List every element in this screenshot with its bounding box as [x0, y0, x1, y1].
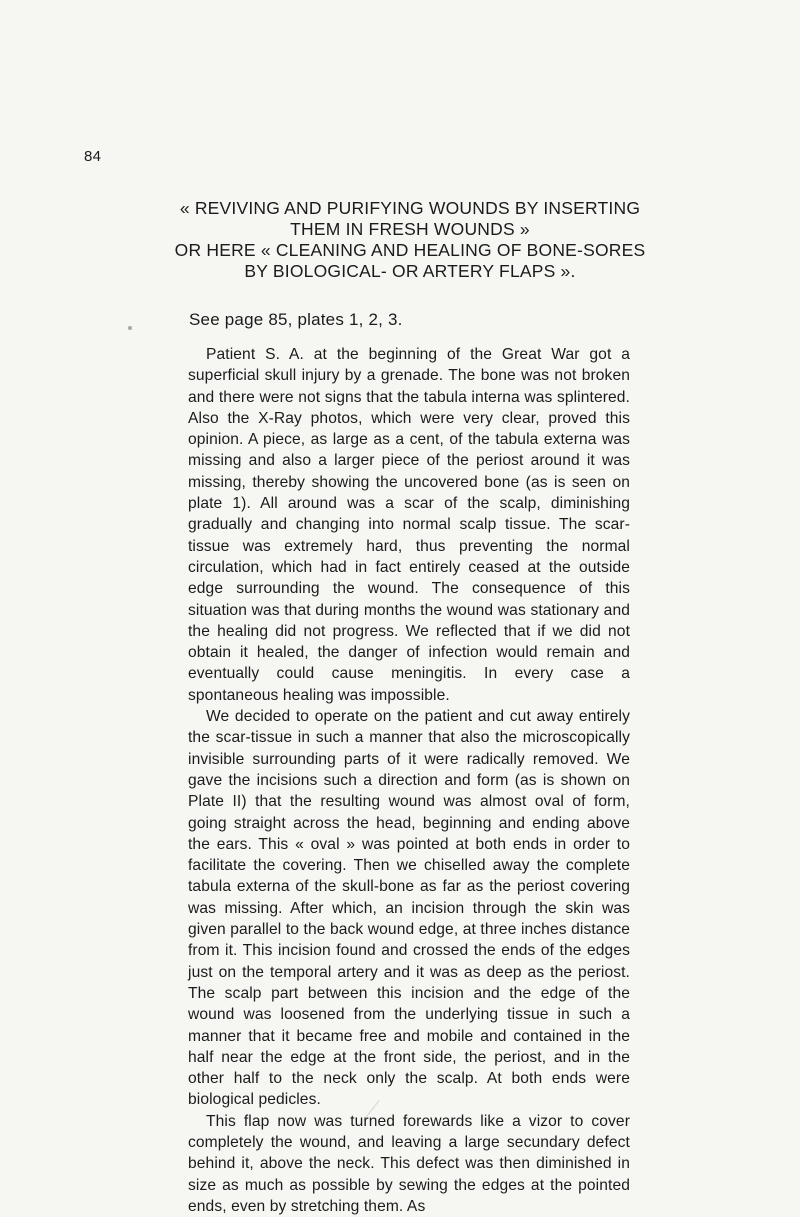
margin-dot: [128, 326, 132, 330]
body-text: [188, 344, 630, 1217]
heading-line-3: OR HERE « CLEANING AND HEALING OF BONE-SORES: [174, 240, 646, 260]
page-number: 84: [84, 148, 102, 165]
paragraph-2: We decided to operate on the patient and cut away entirely the scar-tissue in such a manner that also the microscopically invisible surrounding parts of it were radically removed. We gave the incisions such a direction and form (as is shown on Plate II) that the resulting wound was almost oval of form, going straight across the head, beginning and ending above the ears. This « oval » was pointed at both ends in order to facilitate the covering. Then we chiselled away the complete tabula externa of the skull-bone as far as the periost covering was missing. After which, an incision through the skin was given parallel to the back wound edge, at three inches distance from it. This incision found and crossed the ends of the edges just on the temporal artery and it was as deep as the periost. The scalp part between this incision and the edge of the wound was loosened from the underlying tissue in such a manner that it became free and mobile and contained in the half near the edge at the front side, the periost, and in the other half to the neck only the scalp. At both ends were biological pedicles.: [188, 708, 630, 1109]
paragraph-1: Patient S. A. at the beginning of the Great War got a superficial skull injury by a grenade. The bone was not broken and there were not signs that the tabula interna was splintered. Also the X-Ray photos, which were very clear, proved this opinion. A piece, as large as a cent, of the tabula externa was missing and also a larger piece of the periost around it was missing, thereby showing the uncovered bone (as is seen on plate 1). All around was a scar of the scalp, diminishing gradually and changing into normal scalp tissue. The scar-tissue was extremely hard, thus preventing the normal circulation, which had in fact entirely ceased at the outside edge surrounding the wound. The consequence of this situation was that during months the wound was stationary and the healing did not progress. We reflected that if we did not obtain it healed, the danger of infection would remain and eventually could cause meningitis. In every case a spontaneous healing was impossible.: [188, 346, 630, 704]
article-heading: [150, 198, 670, 282]
heading-line-4: BY BIOLOGICAL- OR ARTERY FLAPS ».: [244, 261, 576, 281]
paragraph-3: This flap now was turned forewards like a vizor to cover completely the wound, and leaving a large secundary defect behind it, above the neck. This defect was then diminished in size as much as possible by sewing the edges at the pointed ends, even by stretching them. As: [188, 1112, 630, 1215]
plate-reference: See page 85, plates 1, 2, 3.: [189, 310, 403, 329]
heading-line-2: THEM IN FRESH WOUNDS »: [290, 219, 530, 239]
heading-line-1: « REVIVING AND PURIFYING WOUNDS BY INSERTING: [179, 198, 641, 218]
